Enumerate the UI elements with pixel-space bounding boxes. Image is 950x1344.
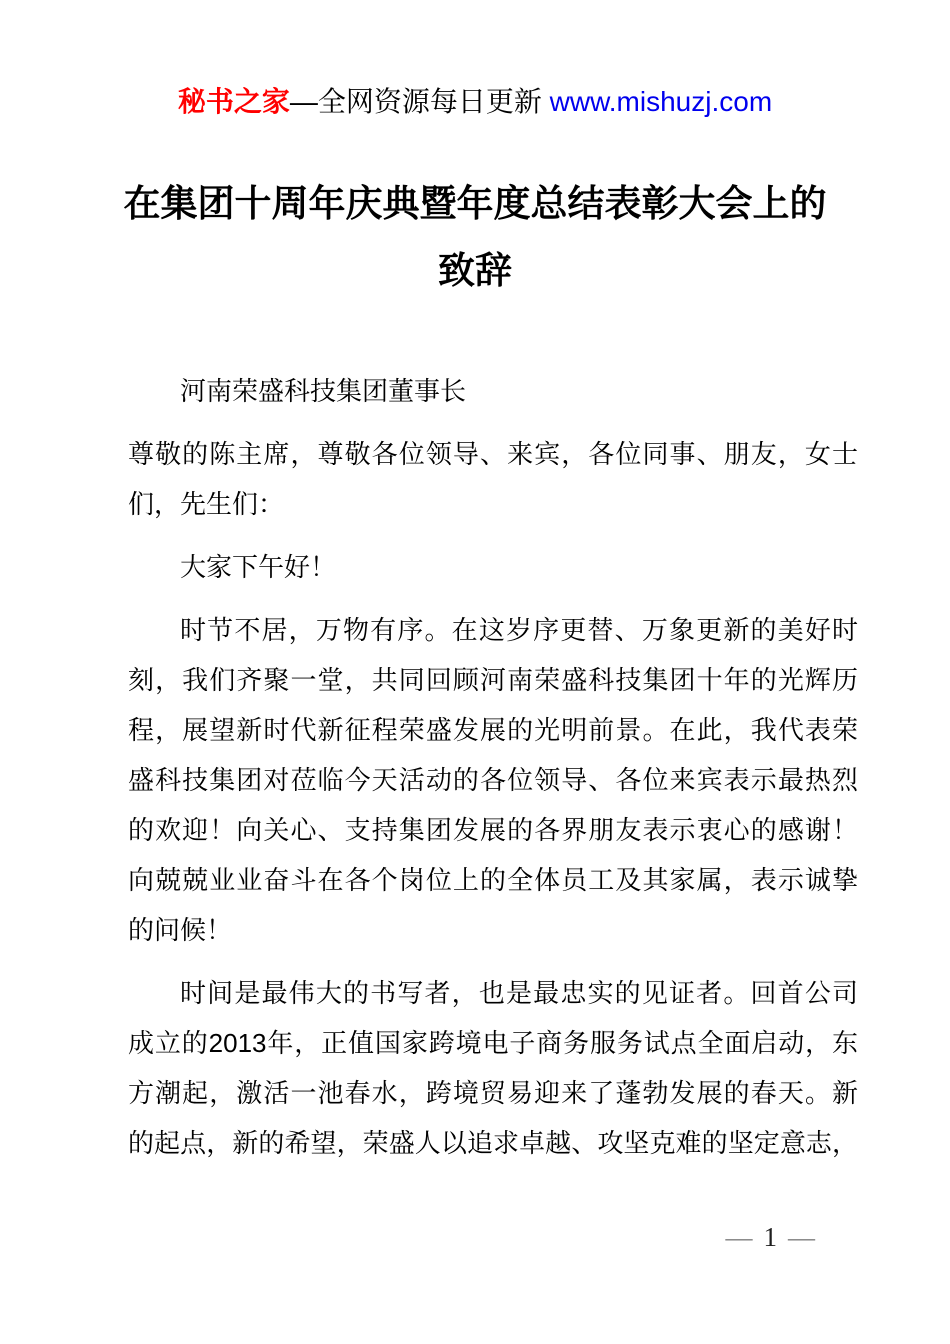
speaker-line (128, 366, 858, 416)
text-line: 尊敬的陈主席，尊敬各位领导、来宾，各位同事、朋友，女士 (128, 439, 858, 469)
text-line: 方潮起，激活一池春水，跨境贸易迎来了蓬勃发展的春天。新 (128, 1078, 858, 1108)
page-number-dash-right: — (788, 1222, 815, 1252)
page-number-dash-left: — (725, 1222, 753, 1252)
text-line: 们，先生们： (128, 489, 285, 519)
text-line: 成立的2013年，正值国家跨境电子商务服务试点全面启动，东 (128, 1028, 858, 1058)
salutation (128, 429, 858, 529)
text-line: 盛科技集团对莅临今天活动的各位领导、各位来宾表示最热烈 (128, 765, 858, 795)
paragraph (128, 605, 858, 955)
document-title (60, 170, 890, 304)
title-line-2: 致辞 (438, 250, 512, 291)
text-line: 的起点，新的希望，荣盛人以追求卓越、攻坚克难的坚定意志， (128, 1128, 858, 1158)
text-line: 刻，我们齐聚一堂，共同回顾河南荣盛科技集团十年的光辉历 (128, 665, 858, 695)
title-line-1: 在集团十周年庆典暨年度总结表彰大会上的 (123, 183, 827, 224)
text-line: 河南荣盛科技集团董事长 (180, 376, 467, 406)
text-line: 向兢兢业业奋斗在各个岗位上的全体员工及其家属，表示诚挚 (128, 865, 858, 895)
page-number (726, 1220, 816, 1254)
document-body (128, 366, 858, 1181)
text-line: 大家下午好！ (180, 552, 337, 582)
brand-text: 秘书之家 (177, 86, 290, 117)
header-tagline: —全网资源每日更新 (289, 86, 550, 117)
text-line: 时节不居，万物有序。在这岁序更替、万象更新的美好时 (180, 615, 858, 645)
page-number-value: 1 (763, 1222, 777, 1252)
text-line: 时间是最伟大的书写者，也是最忠实的见证者。回首公司 (180, 978, 858, 1008)
paragraph (128, 968, 858, 1168)
paragraph (128, 542, 858, 592)
text-line: 程，展望新时代新征程荣盛发展的光明前景。在此，我代表荣 (128, 715, 858, 745)
site-header (0, 84, 950, 120)
site-url-link[interactable]: www.mishuzj.com (549, 86, 773, 117)
text-line: 的欢迎！向关心、支持集团发展的各界朋友表示衷心的感谢！ (128, 815, 858, 845)
text-line: 的问候！ (128, 915, 233, 945)
